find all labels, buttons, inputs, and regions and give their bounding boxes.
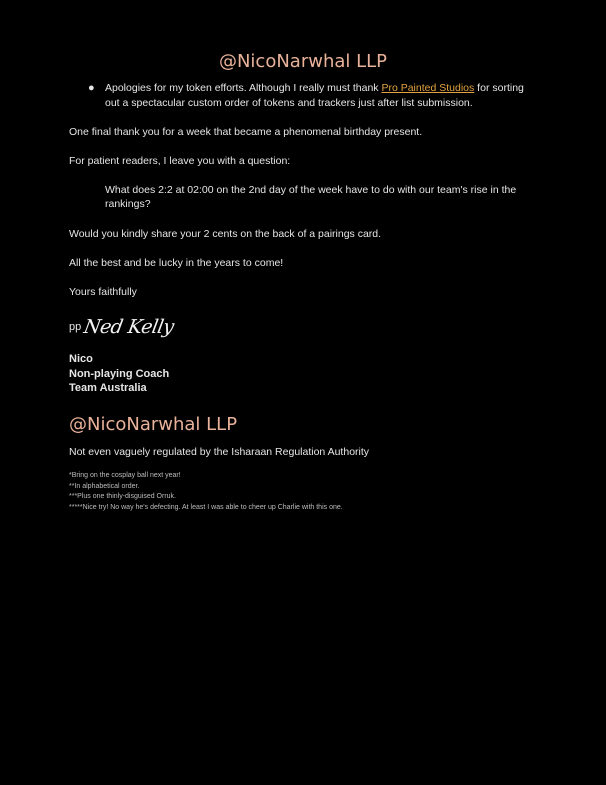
bullet-dot-icon: ●: [88, 82, 95, 94]
pp-label: pp: [69, 321, 82, 333]
bullet-list: [88, 81, 538, 111]
signoff-team: Team Australia: [69, 382, 147, 394]
footnotes: [69, 471, 343, 513]
signature-row: [69, 313, 174, 341]
header-title: @NicoNarwhal LLP: [218, 51, 388, 72]
pro-painted-studios-link[interactable]: Pro Painted Studios: [381, 82, 475, 94]
list-item: [88, 81, 538, 111]
best-wishes-paragraph: All the best and be lucky in the years to come!: [69, 257, 284, 269]
question-quote: What does 2:2 at 02:00 on the 2nd day of the week have to do with our team's rise in the rankings?: [105, 184, 517, 210]
footnote: *Bring on the cosplay ball next year!: [69, 472, 181, 479]
signoff-role: Non-playing Coach: [69, 367, 170, 380]
question-intro-paragraph: For patient readers, I leave you with a question:: [69, 155, 291, 167]
footnote: **In alphabetical order.: [69, 482, 140, 490]
footnote: *****Nice try! No way he's defecting. At least I was able to cheer up Charlie with this one.: [69, 503, 343, 511]
yours-faithfully-paragraph: Yours faithfully: [69, 286, 137, 298]
footer-title: @NicoNarwhal LLP: [69, 414, 238, 435]
footnote: ***Plus one thinly-disguised Orruk.: [69, 493, 176, 500]
signoff-block: [69, 352, 169, 396]
footer-tagline: Not even vaguely regulated by the Isharaan Regulation Authority: [69, 446, 370, 458]
handwritten-signature: Ned Kelly: [82, 316, 176, 338]
cents-paragraph: Would you kindly share your 2 cents on the back of a pairings card.: [69, 228, 382, 240]
bullet-text-before-link: Apologies for my token efforts. Although I really must thank: [105, 82, 382, 94]
thanks-paragraph: One final thank you for a week that became a phenomenal birthday present.: [69, 126, 423, 138]
bullet-text-after-link: for sorting out a spectacular custom order of tokens and trackers just after list submission.: [105, 82, 524, 109]
signoff-name: Nico: [69, 353, 93, 365]
